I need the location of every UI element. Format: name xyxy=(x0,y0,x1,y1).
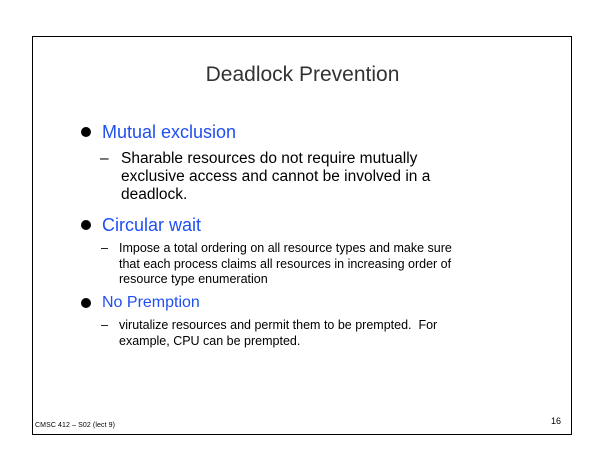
bullet-heading: Mutual exclusion xyxy=(102,122,237,142)
bullet-mutual-exclusion xyxy=(81,121,236,143)
subpoint-line: virutalize resources and permit them to be prempted. For xyxy=(119,318,438,332)
dash-marker: – xyxy=(100,150,109,167)
footer-course-label: CMSC 412 – S02 (lect 9) xyxy=(35,422,116,429)
dash-marker: – xyxy=(101,241,108,255)
bullet-dot-icon xyxy=(81,127,91,137)
subpoint-line: exclusive access and cannot be involved in a xyxy=(121,168,431,185)
bullet-dot-icon xyxy=(81,298,91,308)
subpoint-line: example, CPU can be prempted. xyxy=(119,333,301,348)
bullet-heading: Circular wait xyxy=(102,215,202,235)
subpoint-line: deadlock. xyxy=(121,186,188,203)
subpoint-line: that each process claims all resources in increasing order of xyxy=(119,256,452,271)
subpoint-text xyxy=(119,241,452,288)
subpoint-line: Impose a total ordering on all resource types and make sure xyxy=(119,241,452,255)
subpoint-text xyxy=(121,150,430,204)
subpoint-text xyxy=(119,318,437,349)
subpoint-no-premption xyxy=(101,318,437,349)
subpoint-line: Sharable resources do not require mutually xyxy=(121,150,418,167)
bullet-heading: No Premption xyxy=(102,294,200,311)
subpoint-circular-wait xyxy=(101,241,452,288)
subpoint-line: resource type enumeration xyxy=(119,272,268,286)
footer-page-number: 16 xyxy=(551,416,562,426)
subpoint-mutual-exclusion xyxy=(100,150,430,204)
dash-marker: – xyxy=(101,318,108,332)
bullet-no-premption xyxy=(81,293,200,313)
bullet-circular-wait xyxy=(81,214,201,236)
slide-title: Deadlock Prevention xyxy=(205,63,400,86)
bullet-dot-icon xyxy=(81,220,91,230)
